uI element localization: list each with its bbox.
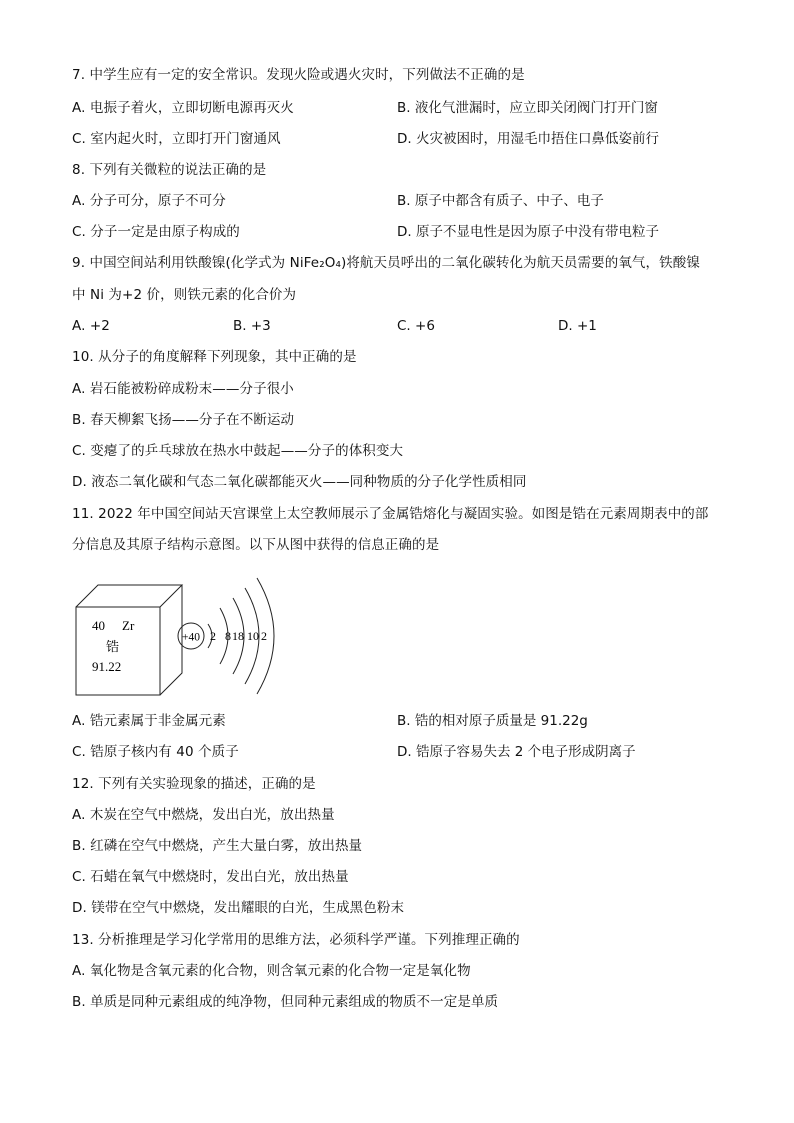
shell-5-count: 2 <box>261 629 267 643</box>
q10-option-c: C. 变瘪了的乒乓球放在热水中鼓起——分子的体积变大 <box>72 443 404 459</box>
q10-option-d: D. 液态二氧化碳和气态二氧化碳都能灭火——同种物质的分子化学性质相同 <box>72 474 527 490</box>
q12-stem: 12. 下列有关实验现象的描述，正确的是 <box>72 776 316 792</box>
q9-stem-line2: 中 Ni 为+2 价，则铁元素的化合价为 <box>72 287 297 303</box>
shell-4-count: 10 <box>247 629 259 643</box>
q13-stem: 13. 分析推理是学习化学常用的思维方法，必须科学严谨。下列推理正确的 <box>72 932 520 948</box>
q9-stem-line1: 9. 中国空间站利用铁酸镍(化学式为 NiFe₂O₄)将航天员呼出的二氧化碳转化为航天员需要的氧气，铁酸镍 <box>72 255 700 271</box>
q11-option-c: C. 锆原子核内有 40 个质子 <box>72 744 239 760</box>
q8-option-d: D. 原子不显电性是因为原子中没有带电粒子 <box>397 224 659 240</box>
element-cell <box>76 585 182 695</box>
zirconium-figure <box>70 570 290 700</box>
q10-option-a: A. 岩石能被粉碎成粉末——分子很小 <box>72 381 294 397</box>
q7-option-b: B. 液化气泄漏时，应立即关闭阀门打开门窗 <box>397 100 658 116</box>
shell-1-count: 2 <box>210 629 216 643</box>
q11-stem-line1: 11. 2022 年中国空间站天宫课堂上太空教师展示了金属锆熔化与凝固实验。如图是锆在元素周期表中的部 <box>72 506 709 522</box>
atomic-mass: 91.22 <box>92 659 122 674</box>
nucleus-charge: +40 <box>182 631 200 644</box>
shell-2-count: 8 <box>225 629 231 643</box>
q8-stem: 8. 下列有关微粒的说法正确的是 <box>72 162 267 178</box>
q7-option-a: A. 电振子着火，立即切断电源再灭火 <box>72 100 294 116</box>
q9-option-c: C. +6 <box>397 318 435 334</box>
q7-option-c: C. 室内起火时，立即打开门窗通风 <box>72 131 281 147</box>
q9-option-d: D. +1 <box>558 318 597 334</box>
q11-stem-line2: 分信息及其原子结构示意图。以下从图中获得的信息正确的是 <box>72 537 440 553</box>
q8-option-c: C. 分子一定是由原子构成的 <box>72 224 240 240</box>
element-name: 锆 <box>106 640 120 655</box>
q7-stem: 7. 中学生应有一定的安全常识。发现火险或遇火灾时，下列做法不正确的是 <box>72 67 525 83</box>
q13-option-b: B. 单质是同种元素组成的纯净物，但同种元素组成的物质不一定是单质 <box>72 994 499 1010</box>
q11-option-b: B. 锆的相对原子质量是 91.22g <box>397 713 588 729</box>
shell-3-count: 18 <box>232 629 244 643</box>
q12-option-d: D. 镁带在空气中燃烧，发出耀眼的白光，生成黑色粉末 <box>72 900 405 916</box>
q12-option-b: B. 红磷在空气中燃烧，产生大量白雾，放出热量 <box>72 838 363 854</box>
q10-option-b: B. 春天柳絮飞扬——分子在不断运动 <box>72 412 295 428</box>
q10-stem: 10. 从分子的角度解释下列现象，其中正确的是 <box>72 349 357 365</box>
q11-option-d: D. 锆原子容易失去 2 个电子形成阴离子 <box>397 744 636 760</box>
element-symbol: Zr <box>122 618 135 633</box>
q9-option-a: A. +2 <box>72 318 110 334</box>
q13-option-a: A. 氧化物是含氧元素的化合物，则含氧元素的化合物一定是氧化物 <box>72 963 471 979</box>
q7-option-d: D. 火灾被困时，用湿毛巾捂住口鼻低姿前行 <box>397 131 659 147</box>
q8-option-a: A. 分子可分，原子不可分 <box>72 193 226 209</box>
q11-option-a: A. 锆元素属于非金属元素 <box>72 713 226 729</box>
atomic-number: 40 <box>92 618 105 633</box>
q12-option-c: C. 石蜡在氧气中燃烧时，发出白光，放出热量 <box>72 869 349 885</box>
q9-option-b: B. +3 <box>233 318 271 334</box>
q8-option-b: B. 原子中都含有质子、中子、电子 <box>397 193 604 209</box>
q12-option-a: A. 木炭在空气中燃烧，发出白光，放出热量 <box>72 807 335 823</box>
